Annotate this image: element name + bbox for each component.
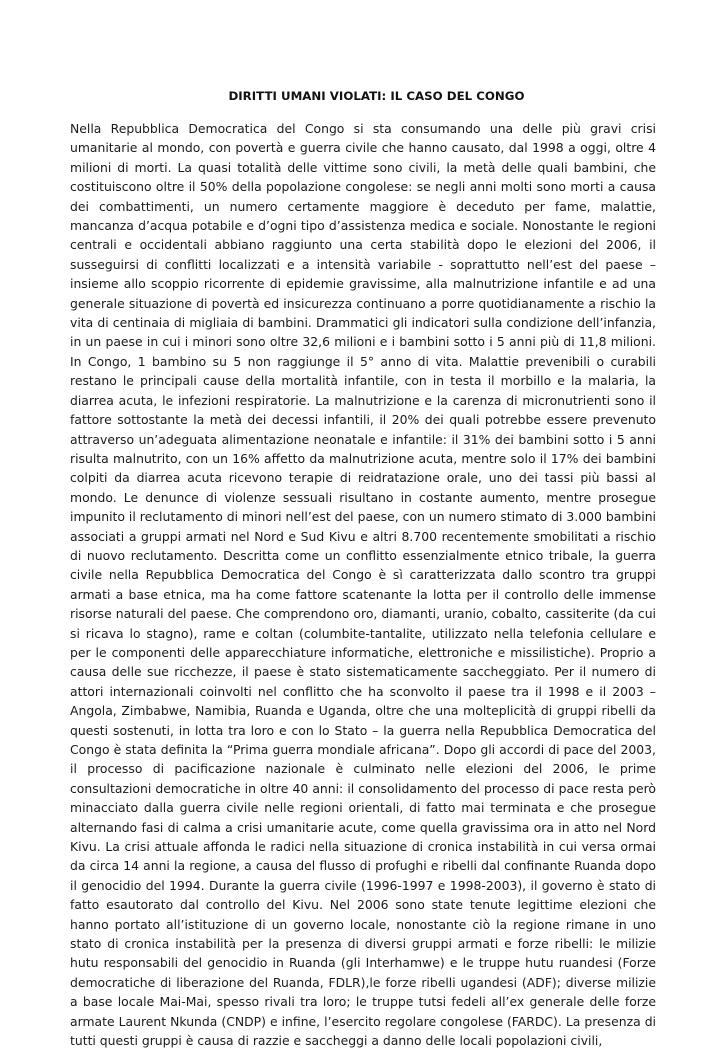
document-title: DIRITTI UMANI VIOLATI: IL CASO DEL CONGO — [228, 89, 525, 103]
document-body-paragraph: Nella Repubblica Democratica del Congo si sta consumando una delle più gravi crisi umanitarie al mondo, con povertà e guerra civile che hanno causato, dal 1998 a oggi, oltre 4 milioni di morti. La quasi totalità delle vittime sono civili, la metà delle quali bambini, che costituiscono oltre il 50% della popolazione congolese: se negli anni molti sono morti a causa dei combattimenti, un numero certamente maggiore è deceduto per fame, malattie, mancanza d’acqua potabile e d’ogni tipo d’assistenza medica e sociale. Nonostante le regioni centrali e occidentali abbiano raggiunto una certa stabilità dopo le elezioni del 2006, il susseguirsi di conflitti localizzati e a intensità variabile - soprattutto nell’est del paese – insieme allo scoppio ricorrente di epidemie gravissime, alla malnutrizione infantile e ad una generale situazione di povertà ed insicurezza continuano a porre quotidianamente a rischio la vita di centinaia di migliaia di bambini. Drammatici gli indicatori sulla condizione dell’infanzia, in un paese in cui i minori sono oltre 32,6 milioni e i bambini sotto i 5 anni più di 11,8 milioni. In Congo, 1 bambino su 5 non raggiunge il 5° anno di vita. Malattie prevenibili o curabili restano le principali cause della mortalità infantile, con in testa il morbillo e la malaria, la diarrea acuta, le infezioni respiratorie. La malnutrizione e la carenza di micronutrienti sono il fattore sottostante la metà dei decessi infantili, il 20% dei quali potrebbe essere prevenuto attraverso un’adeguata alimentazione neonatale e infantile: il 31% dei bambini sotto i 5 anni risulta malnutrito, con un 16% affetto da malnutrizione acuta, mentre solo il 17% dei bambini colpiti da diarrea acuta ricevono terapie di reidratazione orale, uno dei tassi più bassi al mondo. Le denunce di violenze sessuali risultano in costante aumento, mentre prosegue impunito il reclutamento di minori nell’est del paese, con un numero stimato di 3.000 bambini associati a gruppi armati nel Nord e Sud Kivu e altri 8.700 recentemente smobilitati a rischio di nuovo reclutamento. Descritta come un conflitto essenzialmente etnico tribale, la guerra civile nella Repubblica Democratica del Congo è sì caratterizzata dallo scontro tra gruppi armati a base etnica, ma ha come fattore scatenante la lotta per il controllo delle immense risorse naturali del paese. Che comprendono oro, diamanti, uranio, cobalto, cassiterite (da cui si ricava lo stagno), rame e coltan (columbite-tantalite, utilizzato nella telefonia cellulare e per le componenti delle apparecchiature informatiche, elettroniche e missilistiche). Proprio a causa delle sue ricchezze, il paese è stato sistematicamente saccheggiato. Per il numero di attori internazionali coinvolti nel conflitto che ha sconvolto il paese tra il 1998 e il 2003 –Angola, Zimbabwe, Namibia, Ruanda e Uganda, oltre che una molteplicità di gruppi ribelli da questi sostenuti, in lotta tra loro e con lo Stato – la guerra nella Repubblica Democratica del Congo è stata definita la “Prima guerra mondiale africana”. Dopo gli accordi di pace del 2003, il processo di pacificazione nazionale è culminato nelle elezioni del 2006, le prime consultazioni democratiche in oltre 40 anni: il consolidamento del processo di pace resta però minacciato dalla guerra civile nelle regioni orientali, di fatto mai terminata e che prosegue alternando fasi di calma a crisi umanitarie acute, come quella gravissima ora in atto nel Nord Kivu. La crisi attuale affonda le radici nella situazione di cronica instabilità in cui versa ormai da circa 14 anni la regione, a causa del flusso di profughi e ribelli dal confinante Ruanda dopo il genocidio del 1994. Durante la guerra civile (1996-1997 e 1998-2003), il governo è stato di fatto esautorato dal controllo del Kivu. Nel 2006 sono state tenute legittime elezioni che hanno portato all’istituzione di un governo locale, nonostante ciò la regione rimane in uno stato di cronica instabilità per la presenza di diversi gruppi armati e forze ribelli: le milizie hutu responsabili del genocidio in Ruanda (gli Interhamwe) e le truppe hutu ruandesi (Forze democratiche di liberazione del Ruanda, FDLR),le forze ribelli ugandesi (ADF); diverse milizie a base locale Mai-Mai, spesso rivali tra loro; le truppe tutsi fedeli all’ex generale delle forze armate Laurent Nkunda (CNDP) e infine, l’esercito regolare congolese (FARDC). La presenza di tutti questi gruppi è causa di razzie e saccheggi a danno delle locali popolazioni civili, — [70, 121, 656, 1049]
